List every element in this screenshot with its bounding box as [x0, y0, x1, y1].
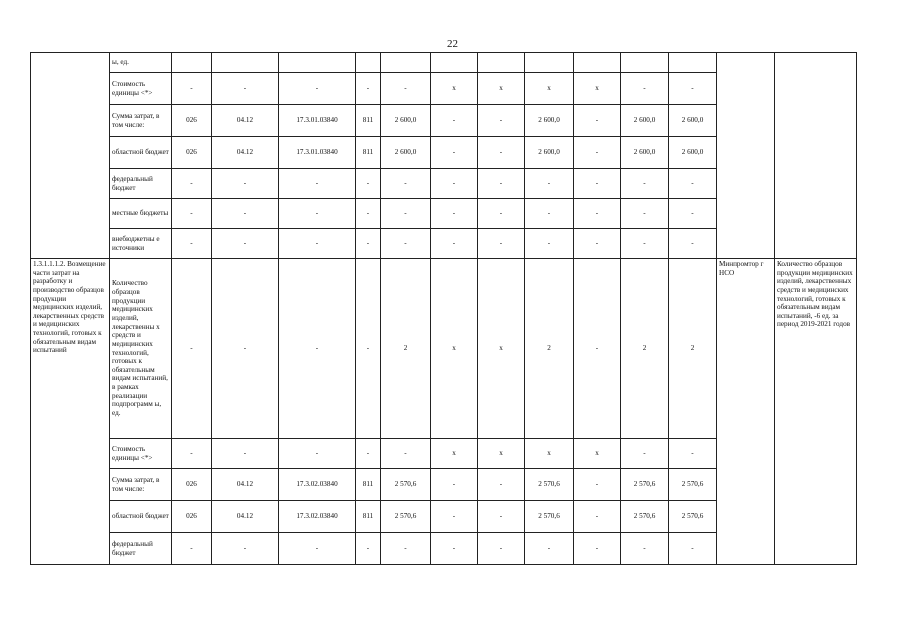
- value-cell: -: [478, 501, 525, 533]
- value-cell: x: [478, 259, 525, 439]
- value-cell: x: [431, 439, 478, 469]
- value-cell: 026: [172, 469, 212, 501]
- value-cell: -: [574, 137, 621, 169]
- value-cell: -: [381, 169, 431, 199]
- indicator-cell: федеральный бюджет: [110, 169, 172, 199]
- value-cell: -: [172, 199, 212, 229]
- indicator-cell: Количество образцов продукции медицинских изделий, лекарственны х средств и медицинских технологий, готовых к обязательным видам испытаний, в рамках реализации подпрограмм ы, ед.: [110, 259, 172, 439]
- value-cell: -: [356, 533, 381, 565]
- value-cell: x: [431, 73, 478, 105]
- value-cell: 2 570,6: [669, 469, 717, 501]
- value-cell: -: [525, 229, 574, 259]
- value-cell: 2 600,0: [381, 137, 431, 169]
- value-cell: -: [478, 533, 525, 565]
- value-cell: -: [212, 533, 279, 565]
- value-cell: -: [356, 439, 381, 469]
- value-cell: -: [621, 229, 669, 259]
- value-cell: -: [621, 439, 669, 469]
- value-cell: -: [356, 229, 381, 259]
- indicator-cell: внебюджетны е источники: [110, 229, 172, 259]
- executor-cell: [717, 53, 775, 259]
- value-cell: -: [279, 439, 356, 469]
- value-cell: [279, 53, 356, 73]
- value-cell: -: [478, 137, 525, 169]
- value-cell: 2 600,0: [525, 137, 574, 169]
- value-cell: 17.3.01.03840: [279, 105, 356, 137]
- value-cell: x: [574, 73, 621, 105]
- value-cell: 2: [525, 259, 574, 439]
- indicator-cell: областной бюджет: [110, 501, 172, 533]
- value-cell: -: [525, 169, 574, 199]
- value-cell: 2: [381, 259, 431, 439]
- value-cell: -: [669, 199, 717, 229]
- value-cell: x: [574, 439, 621, 469]
- value-cell: -: [356, 73, 381, 105]
- value-cell: -: [381, 439, 431, 469]
- value-cell: -: [669, 169, 717, 199]
- value-cell: -: [356, 169, 381, 199]
- value-cell: -: [279, 259, 356, 439]
- value-cell: -: [172, 229, 212, 259]
- value-cell: -: [381, 229, 431, 259]
- value-cell: -: [478, 169, 525, 199]
- indicator-cell: федеральный бюджет: [110, 533, 172, 565]
- value-cell: 2 570,6: [525, 501, 574, 533]
- value-cell: 026: [172, 501, 212, 533]
- value-cell: 04.12: [212, 469, 279, 501]
- value-cell: -: [621, 73, 669, 105]
- activity-cell: 1.3.1.1.1.2. Возмещение части затрат на разработку и производство образцов продукции медицинских изделий, лекарственных средств и медицинских технологий, готовых к обязательным видам испытаний: [31, 259, 110, 565]
- value-cell: 811: [356, 137, 381, 169]
- value-cell: -: [212, 169, 279, 199]
- value-cell: -: [172, 73, 212, 105]
- value-cell: 026: [172, 105, 212, 137]
- value-cell: -: [431, 105, 478, 137]
- value-cell: [669, 53, 717, 73]
- value-cell: -: [669, 533, 717, 565]
- indicator-cell: ы, ед.: [110, 53, 172, 73]
- indicator-cell: областной бюджет: [110, 137, 172, 169]
- value-cell: 2 600,0: [621, 137, 669, 169]
- value-cell: -: [381, 199, 431, 229]
- value-cell: [574, 53, 621, 73]
- table-row: [31, 53, 857, 73]
- indicator-cell: местные бюджеты: [110, 199, 172, 229]
- value-cell: -: [621, 199, 669, 229]
- value-cell: 026: [172, 137, 212, 169]
- value-cell: -: [212, 229, 279, 259]
- value-cell: -: [574, 501, 621, 533]
- value-cell: [356, 53, 381, 73]
- value-cell: -: [356, 259, 381, 439]
- value-cell: -: [172, 259, 212, 439]
- table-row: [31, 259, 857, 439]
- value-cell: [478, 53, 525, 73]
- value-cell: -: [279, 199, 356, 229]
- value-cell: x: [431, 259, 478, 439]
- value-cell: 2 570,6: [621, 469, 669, 501]
- value-cell: 17.3.02.03840: [279, 469, 356, 501]
- value-cell: 17.3.01.03840: [279, 137, 356, 169]
- value-cell: -: [172, 169, 212, 199]
- value-cell: 2 570,6: [621, 501, 669, 533]
- value-cell: [381, 53, 431, 73]
- value-cell: -: [574, 229, 621, 259]
- value-cell: -: [669, 229, 717, 259]
- value-cell: -: [431, 501, 478, 533]
- value-cell: [212, 53, 279, 73]
- value-cell: x: [525, 73, 574, 105]
- value-cell: -: [574, 199, 621, 229]
- value-cell: 04.12: [212, 137, 279, 169]
- value-cell: -: [574, 469, 621, 501]
- value-cell: x: [478, 73, 525, 105]
- value-cell: 2: [669, 259, 717, 439]
- value-cell: 2 600,0: [525, 105, 574, 137]
- value-cell: -: [621, 533, 669, 565]
- value-cell: -: [212, 73, 279, 105]
- result-cell: Количество образцов продукции медицинских изделий, лекарственных средств и медицинских технологий, готовых к обязательным видам испытаний, -6 ед. за период 2019-2021 годов: [775, 259, 857, 565]
- value-cell: x: [478, 439, 525, 469]
- value-cell: [525, 53, 574, 73]
- value-cell: -: [525, 199, 574, 229]
- value-cell: 811: [356, 105, 381, 137]
- indicator-cell: Стоимость единицы <*>: [110, 439, 172, 469]
- value-cell: 2 570,6: [525, 469, 574, 501]
- value-cell: 2: [621, 259, 669, 439]
- value-cell: -: [431, 469, 478, 501]
- value-cell: -: [279, 169, 356, 199]
- value-cell: -: [669, 439, 717, 469]
- value-cell: -: [431, 229, 478, 259]
- value-cell: -: [356, 199, 381, 229]
- value-cell: -: [212, 199, 279, 229]
- value-cell: 811: [356, 469, 381, 501]
- value-cell: 2 600,0: [381, 105, 431, 137]
- value-cell: -: [279, 533, 356, 565]
- value-cell: -: [478, 469, 525, 501]
- value-cell: -: [172, 439, 212, 469]
- value-cell: -: [431, 533, 478, 565]
- value-cell: -: [478, 105, 525, 137]
- value-cell: -: [279, 229, 356, 259]
- executor-cell: Минпромтор г НСО: [717, 259, 775, 565]
- value-cell: 17.3.02.03840: [279, 501, 356, 533]
- result-cell: [775, 53, 857, 259]
- value-cell: -: [381, 73, 431, 105]
- indicator-cell: Сумма затрат, в том числе:: [110, 469, 172, 501]
- value-cell: 04.12: [212, 501, 279, 533]
- value-cell: -: [574, 533, 621, 565]
- value-cell: x: [525, 439, 574, 469]
- value-cell: 2 570,6: [381, 501, 431, 533]
- value-cell: -: [212, 439, 279, 469]
- value-cell: -: [621, 169, 669, 199]
- value-cell: 2 600,0: [669, 105, 717, 137]
- value-cell: [621, 53, 669, 73]
- value-cell: 811: [356, 501, 381, 533]
- value-cell: -: [478, 229, 525, 259]
- value-cell: -: [172, 533, 212, 565]
- value-cell: 2 570,6: [669, 501, 717, 533]
- activity-cell: [31, 53, 110, 259]
- budget-table: [30, 52, 857, 565]
- value-cell: [172, 53, 212, 73]
- value-cell: -: [574, 169, 621, 199]
- value-cell: 2 600,0: [621, 105, 669, 137]
- value-cell: -: [431, 137, 478, 169]
- indicator-cell: Стоимость единицы <*>: [110, 73, 172, 105]
- value-cell: -: [279, 73, 356, 105]
- value-cell: 2 570,6: [381, 469, 431, 501]
- indicator-cell: Сумма затрат, в том числе:: [110, 105, 172, 137]
- value-cell: [431, 53, 478, 73]
- value-cell: -: [669, 73, 717, 105]
- value-cell: 2 600,0: [669, 137, 717, 169]
- value-cell: -: [574, 105, 621, 137]
- value-cell: -: [431, 169, 478, 199]
- value-cell: 04.12: [212, 105, 279, 137]
- value-cell: -: [525, 533, 574, 565]
- value-cell: -: [478, 199, 525, 229]
- value-cell: -: [212, 259, 279, 439]
- page-number: 22: [447, 38, 458, 50]
- value-cell: -: [431, 199, 478, 229]
- value-cell: -: [381, 533, 431, 565]
- value-cell: -: [574, 259, 621, 439]
